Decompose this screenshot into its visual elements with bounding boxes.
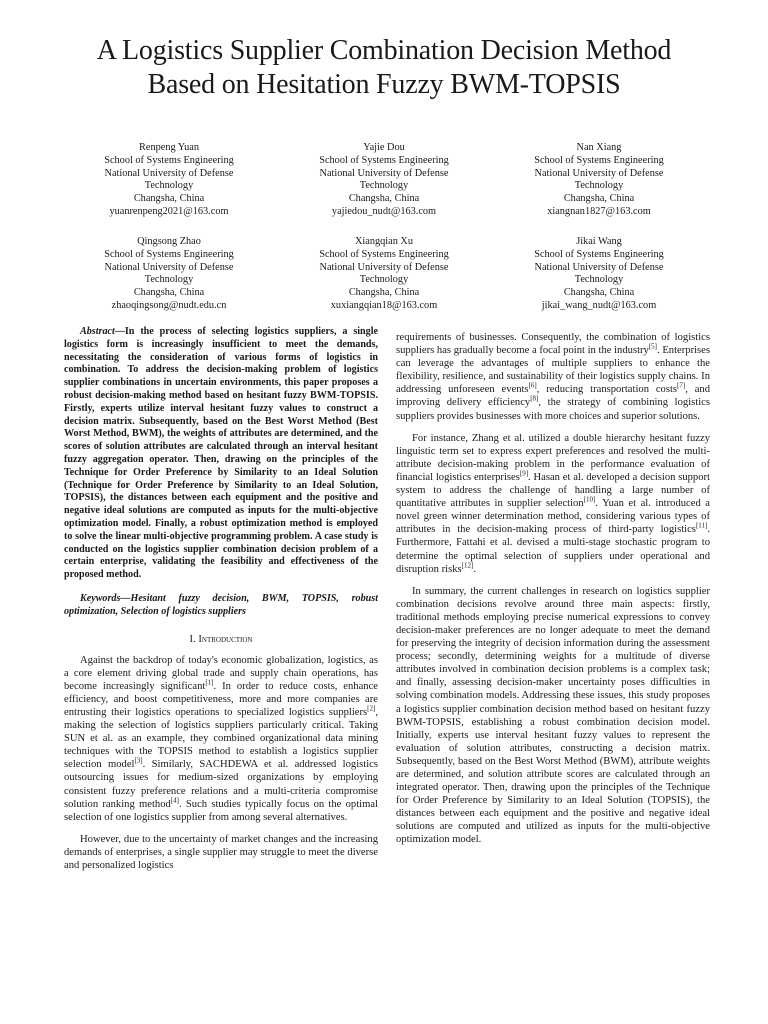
author-city: Changsha, China <box>348 193 420 205</box>
author-name: Jikai Wang <box>576 236 622 247</box>
author-org-cont: Technology <box>144 274 194 286</box>
author-dept: School of Systems Engineering <box>319 154 449 166</box>
citation: [3] <box>134 756 143 765</box>
left-column <box>64 326 378 872</box>
author-name: Qingsong Zhao <box>137 236 201 247</box>
author-email: xuxiangqian18@163.com <box>330 299 438 311</box>
citation: [4] <box>170 796 179 805</box>
author-dept: School of Systems Engineering <box>319 248 449 260</box>
author-org: National University of Defense <box>104 167 234 179</box>
title-line-1: A Logistics Supplier Combination Decision Method <box>96 35 672 66</box>
author-city: Changsha, China <box>133 287 205 299</box>
author-org: National University of Defense <box>104 261 234 273</box>
author-email: yajiedou_nudt@163.com <box>331 205 437 217</box>
author-block <box>64 236 274 313</box>
author-block <box>279 142 489 219</box>
keywords-label: Keywords <box>80 592 121 604</box>
intro-paragraph-1: Against the backdrop of today's economic globalization, logistics, as a core element driving global trade and supply chain operations, has become increasingly significant[1]. In order to reduce costs, enhance efficiency, and boost competitiveness, more and more companies are entrusting their logistics operations to specialized logistics suppliers[2], making the selection of logistics suppliers particularly critical. Taking SUN et al. as an example, they combined organizational data mining techniques with the TOPSIS method to establish a logistics supplier selection model[3]. Similarly, SACHDEWA et al. addressed logistics outsourcing issues for medium-sized organizations by employing consistent fuzzy preference relations and a multi-criteria compromise solution ranking method[4]. Such studies typically focus on the optimal selection of one logistics supplier from among several alternatives. <box>64 654 379 823</box>
citation: [12] <box>461 561 474 570</box>
author-name: Renpeng Yuan <box>139 142 199 153</box>
author-org-cont: Technology <box>574 180 624 192</box>
author-city: Changsha, China <box>563 193 635 205</box>
author-city: Changsha, China <box>348 287 420 299</box>
citation: [1] <box>205 678 214 687</box>
author-org: National University of Defense <box>319 167 449 179</box>
abstract: Abstract—In the process of selecting logistics suppliers, a single logistics form is increasingly insufficient to meet the demands, necessitating the consideration of various forms of logistics in combination. To address the decision-making problem of logistics supplier combinations in uncertain environments, this paper proposes a robust decision-making method based on hesitant fuzzy BWM-TOPSIS. Firstly, experts utilize interval hesitant fuzzy values to construct a decision matrix. Subsequently, based on the Best Worst Method (Best Worst Method, BWM), the weights of attributes are determined, and the scores of solution attributes are calculated through an interval hesitant fuzzy aggregation operator. Then, drawing on the principles of the Technique for Order Preference by Similarity to an Ideal Solution (Technique for Order Preference by Similarity to an Ideal Solution, TOPSIS), the distances between each equipment and the positive and negative ideal solutions are computed as inputs for the multi-objective optimization model. Finally, a robust optimization method is employed to solve the linear multi-objective programming problem. A case study is conducted on the logistics supplier combination decision problem of a certain enterprise, validating the feasibility and effectiveness of the proposed method. <box>64 326 378 581</box>
abstract-text: In the process of selecting logistics suppliers, a single logistics form is increasingly insufficient to meet the demands, necessitating the consideration of various forms of logistics in combination. To address the decision-making problem of logistics supplier combinations in uncertain environments, this paper proposes a robust decision-making method based on hesitant fuzzy BWM-TOPSIS. Firstly, experts utilize interval hesitant fuzzy values to construct a decision matrix. Subsequently, based on the Best Worst Method (Best Worst Method, BWM), the weights of attributes are determined, and the scores of solution attributes are calculated through an interval hesitant fuzzy aggregation operator. Then, drawing on the principles of the Technique for Order Preference by Similarity to an Ideal Solution (Technique for Order Preference by Similarity to an Ideal Solution, TOPSIS), the distances between each equipment and the positive and negative ideal solutions are computed as inputs for the multi-objective optimization model. Finally, a robust optimization method is employed to solve the linear multi-objective programming problem. A case study is conducted on the logistics supplier combination decision problem of a certain enterprise, validating the feasibility and effectiveness of the proposed method. <box>64 326 378 581</box>
section-title: Introduction <box>198 633 253 645</box>
author-email: yuanrenpeng2021@163.com <box>109 205 229 217</box>
citation: [7] <box>677 381 686 390</box>
author-dept: School of Systems Engineering <box>104 154 234 166</box>
citation: [10] <box>583 495 596 504</box>
author-org-cont: Technology <box>144 180 194 192</box>
keywords-text: Hesitant fuzzy decision, BWM, TOPSIS, robust optimization, Selection of logistics suppliers <box>64 592 378 617</box>
abstract-label: Abstract <box>80 326 115 337</box>
intro-paragraph-5: In summary, the current challenges in research on logistics supplier combination decisions revolve around three main aspects: firstly, traditional methods employing precise numerical expressions to convey decision-maker preferences are no longer adequate to meet the demand for preserving the integrity of decision information during the assessment process; secondly, determining weights for a multitude of diverse attributes involved in combination decision problems is a complex task; and finally, assessing decision-maker uncertainty poses difficulties in solving combination models. Addressing these issues, this study proposes a logistics supplier combination decision method based on hesitant fuzzy BWM-TOPSIS, establishing a robust combination decision model. Initially, experts use interval hesitant fuzzy values to represent the evaluation of solution attributes, constructing a decision matrix. Subsequently, based on the Best Worst Method (BWM), attribute weights are determined, and solution attribute scores are calculated through an integrated operator. Then, drawing upon the principles of the Technique for Order Preference by Similarity to an Ideal Solution (TOPSIS), the distances between each equipment and the positive and negative ideal solutions are computed and utilized as inputs for the multi-objective optimization model. <box>396 585 710 846</box>
paper-title <box>40 34 728 102</box>
author-email: zhaoqingsong@nudt.edu.cn <box>111 299 227 311</box>
author-name: Nan Xiang <box>576 142 622 153</box>
author-email: xiangnan1827@163.com <box>547 205 651 217</box>
author-org: National University of Defense <box>319 261 449 273</box>
author-org-cont: Technology <box>574 274 624 286</box>
citation: [8] <box>530 394 539 403</box>
right-column <box>396 331 710 847</box>
title-line-2: Based on Hesitation Fuzzy BWM-TOPSIS <box>147 69 621 100</box>
section-number: I. <box>189 633 196 645</box>
section-heading <box>64 633 378 646</box>
author-block <box>494 142 704 219</box>
citation: [2] <box>367 704 376 713</box>
author-block <box>494 236 704 313</box>
citation: [6] <box>528 381 537 390</box>
author-city: Changsha, China <box>133 193 205 205</box>
author-block <box>64 142 274 219</box>
author-dept: School of Systems Engineering <box>104 248 234 260</box>
keywords: Keywords—Hesitant fuzzy decision, BWM, TOPSIS, robust optimization, Selection of logistics suppliers <box>64 592 378 617</box>
author-org-cont: Technology <box>359 180 409 192</box>
citation: [11] <box>695 521 708 530</box>
author-city: Changsha, China <box>563 287 635 299</box>
intro-paragraph-2: However, due to the uncertainty of market changes and the increasing demands of enterprises, a single supplier may struggle to meet the diverse and personalized logistics <box>64 833 378 872</box>
citation: [9] <box>519 469 529 478</box>
citation: [5] <box>648 342 658 351</box>
author-block <box>279 236 489 313</box>
intro-paragraph-4: For instance, Zhang et al. utilized a double hierarchy hesitant fuzzy linguistic term set to express expert preferences and resolved the multi-attribute decision-making problem in the performance evaluation of financial logistics enterprises[9]. Hasan et al. developed a decision support system to address the challenge of handling a large number of quantitative attributes in supplier selection[10]. Yuan et al. introduced a novel green winner determination method, considering various types of attributes in the decision-making process of third-party logistics[11]. Furthermore, Fattahi et al. devised a multi-stage stochastic program to determine the optimal selection of suppliers under operational and disruption risks[12]. <box>396 432 710 575</box>
author-org: National University of Defense <box>534 261 664 273</box>
author-dept: School of Systems Engineering <box>534 248 664 260</box>
author-email: jikai_wang_nudt@163.com <box>541 299 657 311</box>
author-name: Yajie Dou <box>363 142 405 153</box>
author-dept: School of Systems Engineering <box>534 154 664 166</box>
author-org-cont: Technology <box>359 274 409 286</box>
intro-paragraph-3: requirements of businesses. Consequently, the combination of logistics suppliers has gradually become a focal point in the industry[5]. Enterprises can leverage the advantages of multiple suppliers to enhance the flexibility, resilience, and sustainability of their logistics supply chains. In addressing unforeseen events[6], reducing transportation costs[7], and improving delivery efficiency[8], the strategy of combining logistics suppliers provides businesses with more choices and superior solutions. <box>396 332 711 422</box>
author-org: National University of Defense <box>534 167 664 179</box>
author-name: Xiangqian Xu <box>354 236 414 247</box>
